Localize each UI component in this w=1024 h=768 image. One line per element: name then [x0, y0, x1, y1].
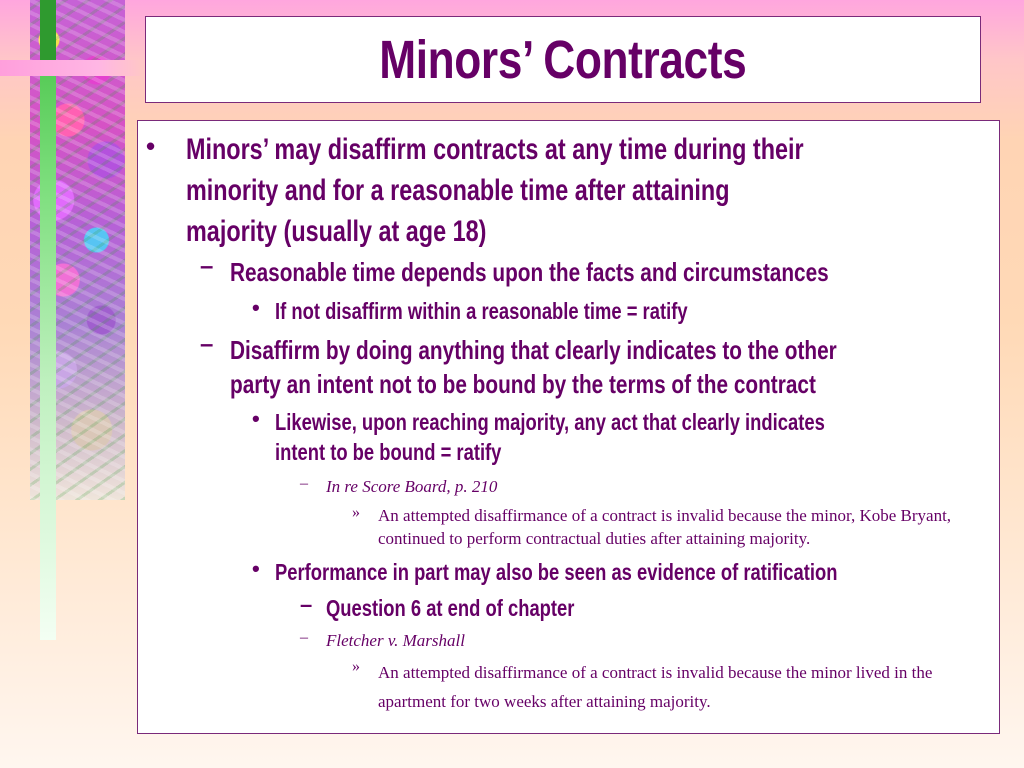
slide-title: Minors’ Contracts — [379, 29, 747, 90]
case-name: Fletcher v. Marshall — [326, 631, 465, 650]
bullet-line: Minors’ may disaffirm contracts at any time during their — [186, 133, 804, 166]
subbullet-line: intent to be bound = ratify — [275, 439, 502, 465]
bullet-line: majority (usually at age 18) — [186, 215, 487, 248]
subbullet-text: Reasonable time depends upon the facts and circumstances — [230, 257, 829, 287]
dash-marker: – — [300, 592, 313, 617]
subbullet-line: party an intent not to be bound by the terms of the contract — [230, 369, 816, 399]
dash-marker: – — [300, 475, 308, 492]
bullet-marker: • — [252, 295, 260, 320]
subbullet-line: Likewise, upon reaching majority, any act that clearly indicates — [275, 409, 825, 435]
bullet-text — [186, 129, 804, 252]
dash-marker: – — [200, 253, 214, 280]
subbullet-line: Disaffirm by doing anything that clearly indicates to the other — [230, 335, 837, 365]
content-box — [137, 120, 1000, 734]
case-name: In re Score Board, p. 210 — [326, 477, 498, 496]
dash-marker: – — [300, 629, 308, 646]
bullet-line: minority and for a reasonable time after attaining — [186, 174, 730, 207]
subbullet-text — [230, 333, 837, 401]
dash-marker: – — [200, 331, 214, 358]
chevron-marker: » — [352, 658, 360, 675]
decorative-pink-bar — [0, 60, 140, 76]
case-holding: An attempted disaffirmance of a contract is invalid because the minor lived in the apartment for two weeks after attaining majority. — [378, 663, 933, 711]
subbullet-text: Performance in part may also be seen as evidence of ratification — [275, 559, 838, 585]
bullet-marker: • — [252, 556, 260, 581]
title-box — [145, 16, 981, 103]
decorative-green-bar-top — [40, 0, 56, 60]
subbullet-text: If not disaffirm within a reasonable time = ratify — [275, 298, 688, 324]
chevron-marker: » — [352, 504, 360, 521]
question-text: Question 6 at end of chapter — [326, 595, 575, 621]
subbullet-text — [275, 407, 825, 467]
bullet-marker: • — [146, 131, 156, 161]
bullet-marker: • — [252, 406, 260, 431]
case-holding: An attempted disaffirmance of a contract is invalid because the minor, Kobe Bryant, continued to perform contractual duties after attaining majority. — [378, 506, 952, 548]
decorative-green-bar — [40, 0, 56, 640]
